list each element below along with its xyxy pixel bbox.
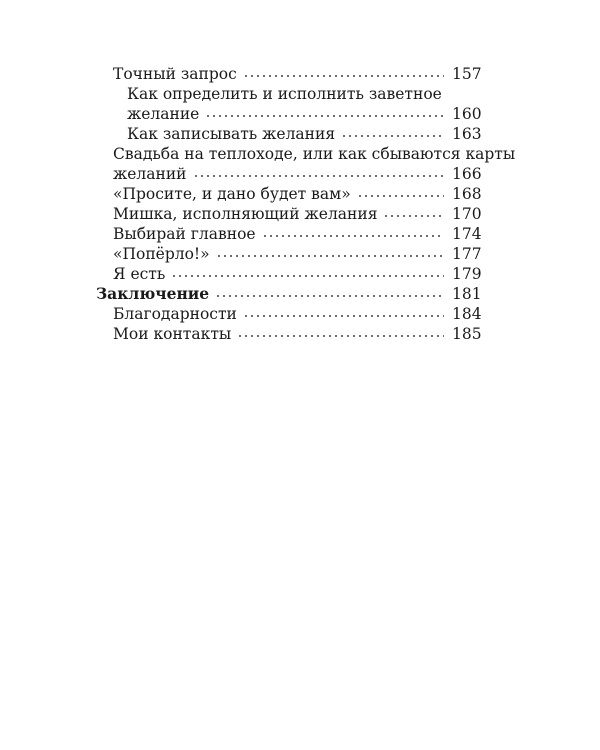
toc-entry-page: 157 (452, 65, 482, 83)
toc-entry-page: 166 (452, 165, 482, 183)
toc-line (113, 264, 480, 284)
toc-entry (96, 64, 480, 84)
dot-leader (243, 69, 444, 79)
toc-line (127, 104, 480, 124)
toc-entry (96, 324, 480, 344)
dot-leader (237, 329, 444, 339)
toc-entry-title: Благодарности (113, 305, 237, 323)
toc-entry-page: 170 (452, 205, 482, 223)
dot-leader (357, 189, 444, 199)
toc-entry-page: 185 (452, 325, 482, 343)
toc-entry-title-line1: Как определить и исполнить заветное (127, 85, 442, 103)
toc-entry-title: Мои контакты (113, 325, 232, 343)
toc-entry-title: Заключение (96, 284, 210, 303)
toc-entry (96, 84, 480, 124)
toc-line (113, 164, 480, 184)
toc-line (113, 244, 480, 264)
toc-entry-page: 184 (452, 305, 482, 323)
toc-entry (96, 184, 480, 204)
toc-entry-title: «Просите, и дано будет вам» (113, 185, 351, 203)
toc-entry-page: 168 (452, 185, 482, 203)
toc-entry (96, 144, 516, 184)
toc-entry-title: Как записывать желания (127, 125, 336, 143)
toc-line (113, 184, 480, 204)
dot-leader (341, 129, 444, 139)
toc-entry (96, 264, 480, 284)
toc-entry-title-line2: желаний (113, 165, 187, 183)
toc-entry-title-line1: Свадьба на теплоходе, или как сбываются карты (113, 145, 516, 163)
toc-entry-title-line2: желание (127, 105, 200, 123)
toc-entry (96, 284, 480, 304)
dot-leader (215, 289, 444, 299)
toc-entry (96, 124, 480, 144)
toc-line (113, 304, 480, 324)
dot-leader (243, 309, 444, 319)
toc-line (113, 224, 480, 244)
dot-leader (262, 229, 444, 239)
toc-entry-page: 179 (452, 265, 482, 283)
toc-entry-title: Я есть (113, 265, 166, 283)
toc-entry-page: 177 (452, 245, 482, 263)
toc-entry-page: 160 (452, 105, 482, 123)
toc-line (113, 204, 480, 224)
toc-entry-title: Выбирай главное (113, 225, 256, 243)
dot-leader (171, 269, 444, 279)
dot-leader (383, 209, 444, 219)
toc-line (113, 64, 480, 84)
dot-leader (193, 169, 444, 179)
toc-line (113, 324, 480, 344)
table-of-contents (96, 64, 516, 344)
toc-entry (96, 204, 480, 224)
toc-entry (96, 224, 480, 244)
toc-entry-page: 181 (452, 285, 482, 303)
toc-line (96, 284, 480, 304)
dot-leader (205, 109, 444, 119)
toc-entry-page: 163 (452, 125, 482, 143)
toc-entry-title: Мишка, исполняющий желания (113, 205, 378, 223)
toc-entry-page: 174 (452, 225, 482, 243)
toc-entry-title: Точный запрос (113, 65, 237, 83)
toc-line (127, 124, 480, 144)
toc-entry-title: «Попёрло!» (113, 245, 210, 263)
toc-entry (96, 304, 480, 324)
toc-entry (96, 244, 480, 264)
dot-leader (216, 249, 444, 259)
